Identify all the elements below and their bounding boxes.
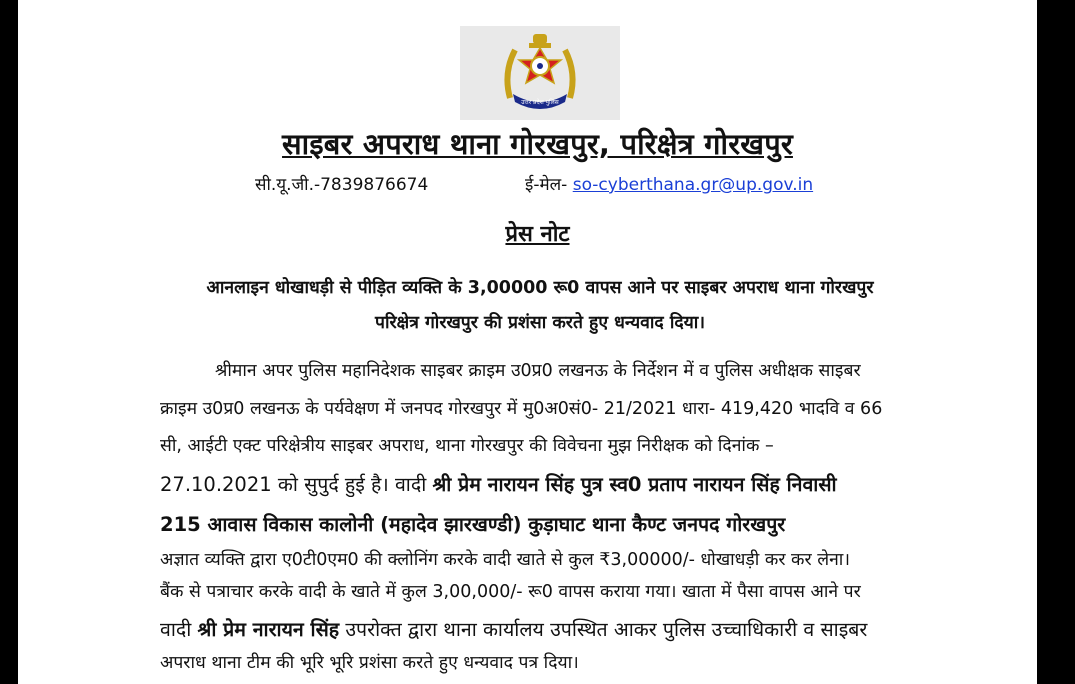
body-line-8-pre: वादी bbox=[160, 618, 192, 641]
body-line-5 bbox=[160, 510, 920, 537]
email-line bbox=[525, 172, 813, 195]
body-line-3: सी, आईटी एक्ट परिक्षेत्रीय साइबर अपराध, थाना गोरखपुर की विवेचना मुझ निरीक्षक को दिनांक – bbox=[160, 436, 774, 456]
page-title: साइबर अपराध थाना गोरखपुर, परिक्षेत्र गोरखपुर bbox=[282, 127, 793, 161]
complainant-address: 215 आवास विकास कालोनी (महादेव झारखण्डी) कुड़ाघाट थाना कैण्ट जनपद गोरखपुर bbox=[160, 513, 786, 536]
headline-line-1: आनलाइन धोखाधड़ी से पीड़ित व्यक्ति के 3,00000 रू0 वापस आने पर साइबर अपराध थाना गोरखपुर bbox=[206, 278, 874, 298]
body-line-9: अपराध थाना टीम की भूरि भूरि प्रशंसा करते हुए धन्यवाद पत्र दिया। bbox=[160, 653, 579, 673]
body-line-8 bbox=[160, 615, 920, 642]
body-line-2: क्राइम उ0प्र0 लखनऊ के पर्यवेक्षण में जनपद गोरखपुर में मु0अ0सं0- 21/2021 धारा- 419,420 भादवि व 66 bbox=[160, 399, 883, 419]
body-line-4-text: 27.10.2021 को सुपुर्द हुई है। वादी bbox=[160, 473, 427, 496]
body-line-1: श्रीमान अपर पुलिस महानिदेशक साइबर क्राइम उ0प्र0 लखनऊ के निर्देशन में व पुलिस अधीक्षक साइबर bbox=[215, 361, 861, 381]
headline-line-2: परिक्षेत्र गोरखपुर की प्रशंसा करते हुए धन्यवाद दिया। bbox=[375, 313, 705, 333]
screen-left-border bbox=[0, 0, 18, 684]
complainant-name: श्री प्रेम नारायन सिंह bbox=[197, 618, 340, 641]
body-line-8-post: उपरोक्त द्वारा थाना कार्यालय उपस्थित आकर पुलिस उच्चाधिकारी व साइबर bbox=[345, 618, 868, 641]
cug-number: सी.यू.जी.-7839876674 bbox=[255, 175, 429, 195]
email-label: ई-मेल- bbox=[525, 175, 568, 195]
email-link[interactable]: so-cyberthana.gr@up.gov.in bbox=[572, 175, 814, 195]
press-note-heading: प्रेस नोट bbox=[505, 222, 570, 247]
police-emblem-icon bbox=[495, 28, 585, 118]
complainant-name-father: श्री प्रेम नारायन सिंह पुत्र स्व0 प्रताप नारायन सिंह निवासी bbox=[432, 473, 837, 496]
screen-right-border bbox=[1037, 0, 1075, 684]
emblem-text: उत्तर प्रदेश पुलिस bbox=[521, 99, 559, 106]
up-police-logo bbox=[460, 26, 620, 120]
body-line-6: अज्ञात व्यक्ति द्वारा ए0टी0एम0 की क्लोनिंग करके वादी खाते से कुल ₹3,00000/- धोखाधड़ी कर कर लेना। bbox=[160, 550, 850, 570]
body-line-7: बैंक से पत्राचार करके वादी के खाते में कुल 3,00,000/- रू0 वापस कराया गया। खाता में पैसा वापस आने पर bbox=[160, 582, 861, 602]
body-line-4 bbox=[160, 470, 920, 497]
